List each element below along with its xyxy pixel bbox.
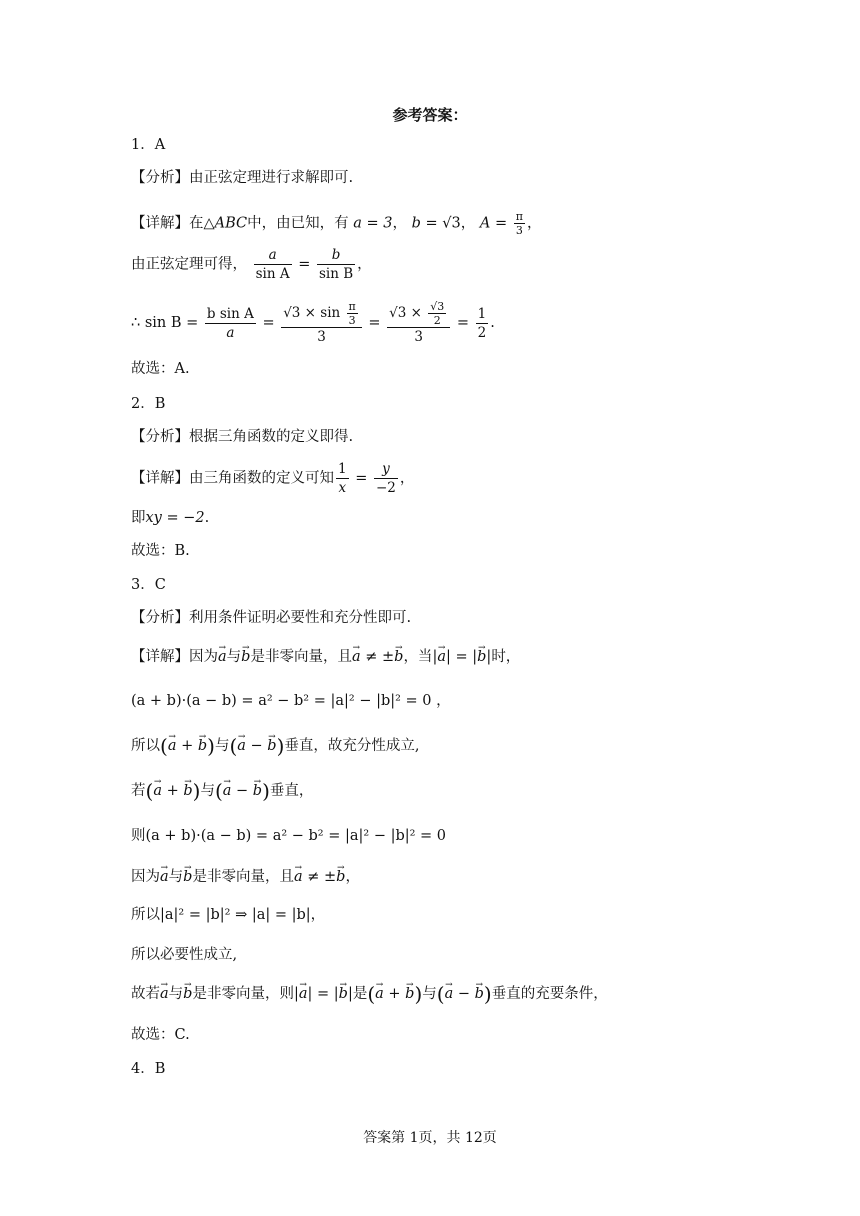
q1-eq-1: = [262, 315, 275, 331]
q3-line9-e: 与 [422, 986, 437, 1002]
vector-a-9: → a [294, 866, 303, 888]
q3-line7-suffix: ， [310, 907, 326, 923]
q3-line9-c: 是非零向量，则 [192, 986, 294, 1002]
q3-line4-suffix: 垂直， [269, 783, 314, 799]
q1-choose: 故选：A. [131, 361, 190, 377]
q2-number: 2．B [131, 396, 166, 412]
q1-detail-prefix: 【详解】在 [131, 215, 204, 232]
q2-detail-prefix: 【详解】由三角函数的定义可知 [131, 470, 334, 487]
q3-line9-b: 与 [168, 986, 184, 1002]
paren-open: ( [160, 734, 168, 758]
paren-open-6: ( [436, 982, 445, 1006]
vector-a-13: → a [445, 983, 454, 1005]
q3-line9: 故若→ a与→ b是非零向量，则|→ a| = |→ b|是(→ a + → b)与(→ a − → b)垂直的充要条件， [131, 983, 608, 1005]
q1-sqrt3-over-2 [428, 300, 446, 327]
vector-b: → b [241, 646, 250, 668]
q1-detail-mid: 中，由已知，有 [247, 215, 349, 232]
q3-line9-f: 垂直的充要条件， [491, 986, 608, 1002]
q2-detail [131, 460, 414, 497]
q1-eq-2: = [368, 315, 381, 331]
q1-detail [131, 210, 541, 237]
q3-line7-expr: |a|² = |b|² ⇒ |a| = |b| [160, 907, 311, 923]
vector-b-12: → b [405, 983, 414, 1005]
vector-b-11: → b [339, 983, 348, 1005]
q3-line1-f: 时， [491, 649, 521, 665]
q3-line1-e: ，当 [403, 649, 433, 665]
q3-line5 [131, 825, 446, 847]
q2-eq: = [355, 470, 368, 487]
q1-law-sinA: sin A [255, 266, 290, 282]
q3-line5-prefix: 则 [131, 828, 146, 844]
q1-frac-2 [281, 300, 362, 346]
vector-b-10: → b [183, 983, 192, 1005]
paren-open-3: ( [145, 779, 154, 803]
q1-therefore: ∴ [131, 315, 141, 331]
q1-number: 1．A [131, 137, 166, 153]
q3-line1-a: 【详解】因为 [131, 649, 218, 665]
q3-line1-d: ≠ ± [365, 649, 395, 665]
q3-line8: 所以必要性成立, [131, 947, 238, 963]
q1-law-eq: = [298, 256, 311, 273]
q1-frac-2-num [281, 300, 362, 328]
paren-close-2: ) [276, 734, 285, 758]
vector-a-5: → a [237, 735, 246, 757]
q3-line4-prefix: 若 [131, 783, 146, 799]
page-footer: 答案第 1页，共 12页 [363, 1130, 497, 1146]
q1-pi-over-3 [514, 210, 525, 237]
vector-b-5: → b [267, 735, 276, 757]
q2-y-over-neg2 [374, 460, 398, 497]
q1-a-over-sinA [254, 246, 292, 283]
q1-law-comma: ， [357, 256, 372, 273]
q1-sqrt3-sin: √3 × sin [283, 305, 341, 321]
q1-frac-3-den: 3 [414, 329, 423, 345]
q1-frac-3-num [387, 300, 450, 328]
q1-sqrt3-half: √3 [430, 300, 445, 313]
q3-number: 3．C [131, 577, 166, 593]
q2-period: . [204, 510, 210, 526]
paren-close-4: ) [262, 779, 270, 803]
vector-a: → a [218, 646, 227, 668]
q1-law-b: b [317, 246, 355, 265]
q1-a-eq: a = 3 [353, 215, 393, 232]
q3-line3-mid: 与 [214, 738, 230, 754]
paren-open-2: ( [229, 734, 238, 758]
q3-line6-d: ≠ ± [307, 869, 337, 885]
q2-result-expr: xy = −2 [145, 510, 205, 526]
q3-line6-e: ， [345, 869, 360, 885]
vector-b-13: → b [475, 983, 484, 1005]
q1-frac-3 [387, 300, 450, 346]
q1-pi-b: π [348, 300, 356, 313]
q1-triangle: △ABC [203, 215, 248, 232]
vector-b-7: → b [253, 780, 262, 802]
q1-analysis: 【分析】由正弦定理进行求解即可. [131, 170, 354, 186]
q3-line3-prefix: 所以 [131, 738, 160, 754]
q1-A-eq: A = [479, 215, 508, 232]
q3-line6-b: 与 [168, 869, 184, 885]
q1-b-eq-lhs: b = [411, 215, 438, 232]
q1-law-a: a [254, 246, 292, 265]
q2-one: 1 [338, 461, 347, 477]
paren-close-5: ) [414, 982, 423, 1006]
q3-line3-suffix: 垂直，故充分性成立, [284, 738, 420, 754]
q3-line4-mid: 与 [200, 783, 215, 799]
q3-line5-expr: (a + b)·(a − b) = a² − b² = |a|² − |b|² = 0 [145, 828, 447, 844]
q3-line6-c: 是非零向量，且 [192, 869, 294, 885]
q1-bsinA: b sin A [206, 305, 254, 322]
q1-comma-2: ， [460, 215, 476, 232]
q3-line1-b: 与 [226, 649, 242, 665]
q2-comma: ， [399, 470, 415, 487]
q1-period: . [490, 315, 495, 331]
q2-result [131, 507, 209, 529]
vector-a-2: → a [352, 646, 361, 668]
paren-close-6: ) [483, 982, 492, 1006]
q1-two-a: 2 [433, 314, 441, 327]
q1-one: 1 [477, 305, 487, 322]
q1-law-sinB: sin B [318, 266, 354, 282]
q3-line6-a: 因为 [131, 869, 160, 885]
vector-b-9: → b [336, 866, 345, 888]
vector-a-11: → a [299, 983, 308, 1005]
q3-line6 [131, 866, 360, 888]
vector-b-2: → b [394, 646, 403, 668]
vector-b-4: → b [198, 735, 207, 757]
q1-comma-3: ， [526, 215, 542, 232]
vector-b-8: → b [183, 866, 192, 888]
vector-a-4: → a [168, 735, 177, 757]
q4-number: 4．B [131, 1061, 166, 1077]
q3-choose: 故选：C. [131, 1027, 190, 1043]
q2-choose: 故选：B. [131, 543, 190, 559]
vector-a-8: → a [160, 866, 169, 888]
q1-pi-over-3-b [347, 300, 358, 327]
q1-three: 3 [515, 224, 523, 237]
q1-comma-1: ， [392, 215, 408, 232]
vector-b-3: → b [477, 646, 486, 668]
q1-sinB-eq: sin B = [144, 315, 199, 331]
q1-two-b: 2 [477, 324, 487, 341]
q2-x: x [338, 480, 347, 496]
vector-a-6: → a [153, 780, 162, 802]
paren-open-4: ( [214, 779, 223, 803]
q2-one-over-x [336, 460, 349, 497]
paren-close-3: ) [192, 779, 201, 803]
vector-a-7: → a [223, 780, 232, 802]
q3-line7 [131, 904, 325, 926]
vector-b-6: → b [183, 780, 192, 802]
q1-law-line [131, 246, 372, 283]
q1-bsinA-over-a [205, 305, 256, 342]
q2-result-prefix: 即 [131, 510, 146, 526]
q3-line7-prefix: 所以 [131, 907, 160, 923]
q3-line3: 所以(→ a + → b)与(→ a − → b)垂直，故充分性成立, [131, 735, 420, 757]
q1-b-eq-rhs: √3 [442, 215, 461, 232]
q1-b-over-sinB [317, 246, 355, 283]
q2-neg2: −2 [375, 480, 396, 496]
q3-line1-c: 是非零向量，且 [250, 649, 352, 665]
q3-line9-a: 故若 [131, 986, 160, 1002]
q1-frac-2-den: 3 [317, 329, 326, 345]
q1-sqrt3-times: √3 × [389, 305, 422, 321]
q2-y: y [374, 460, 398, 479]
q1-eq-3: = [456, 315, 470, 331]
q2-analysis: 【分析】根据三角函数的定义即得. [131, 429, 354, 445]
page-title: 参考答案： [392, 106, 468, 124]
q1-three-b: 3 [348, 314, 356, 327]
q1-a-den: a [226, 324, 235, 341]
paren-close: ) [207, 734, 215, 758]
vector-a-12: → a [375, 983, 384, 1005]
q3-line9-d: 是 [352, 986, 368, 1002]
q1-calc-line [131, 300, 495, 346]
vector-a-10: → a [160, 983, 169, 1005]
q3-line2: (a + b)·(a − b) = a² − b² = |a|² − |b|² = 0 ， [131, 693, 451, 709]
q3-line4: 若(→ a + → b)与(→ a − → b)垂直， [131, 780, 313, 802]
q3-line1: 【详解】因为→ a与→ b是非零向量，且→ a ≠ ±→ b，当|→ a| = |→ b|时， [131, 646, 520, 668]
q1-one-half [476, 305, 489, 342]
q1-pi: π [515, 210, 523, 223]
paren-open-5: ( [367, 982, 376, 1006]
q1-law-prefix: 由正弦定理可得， [131, 256, 247, 273]
vector-a-3: → a [437, 646, 446, 668]
q3-analysis: 【分析】利用条件证明必要性和充分性即可. [131, 610, 412, 626]
